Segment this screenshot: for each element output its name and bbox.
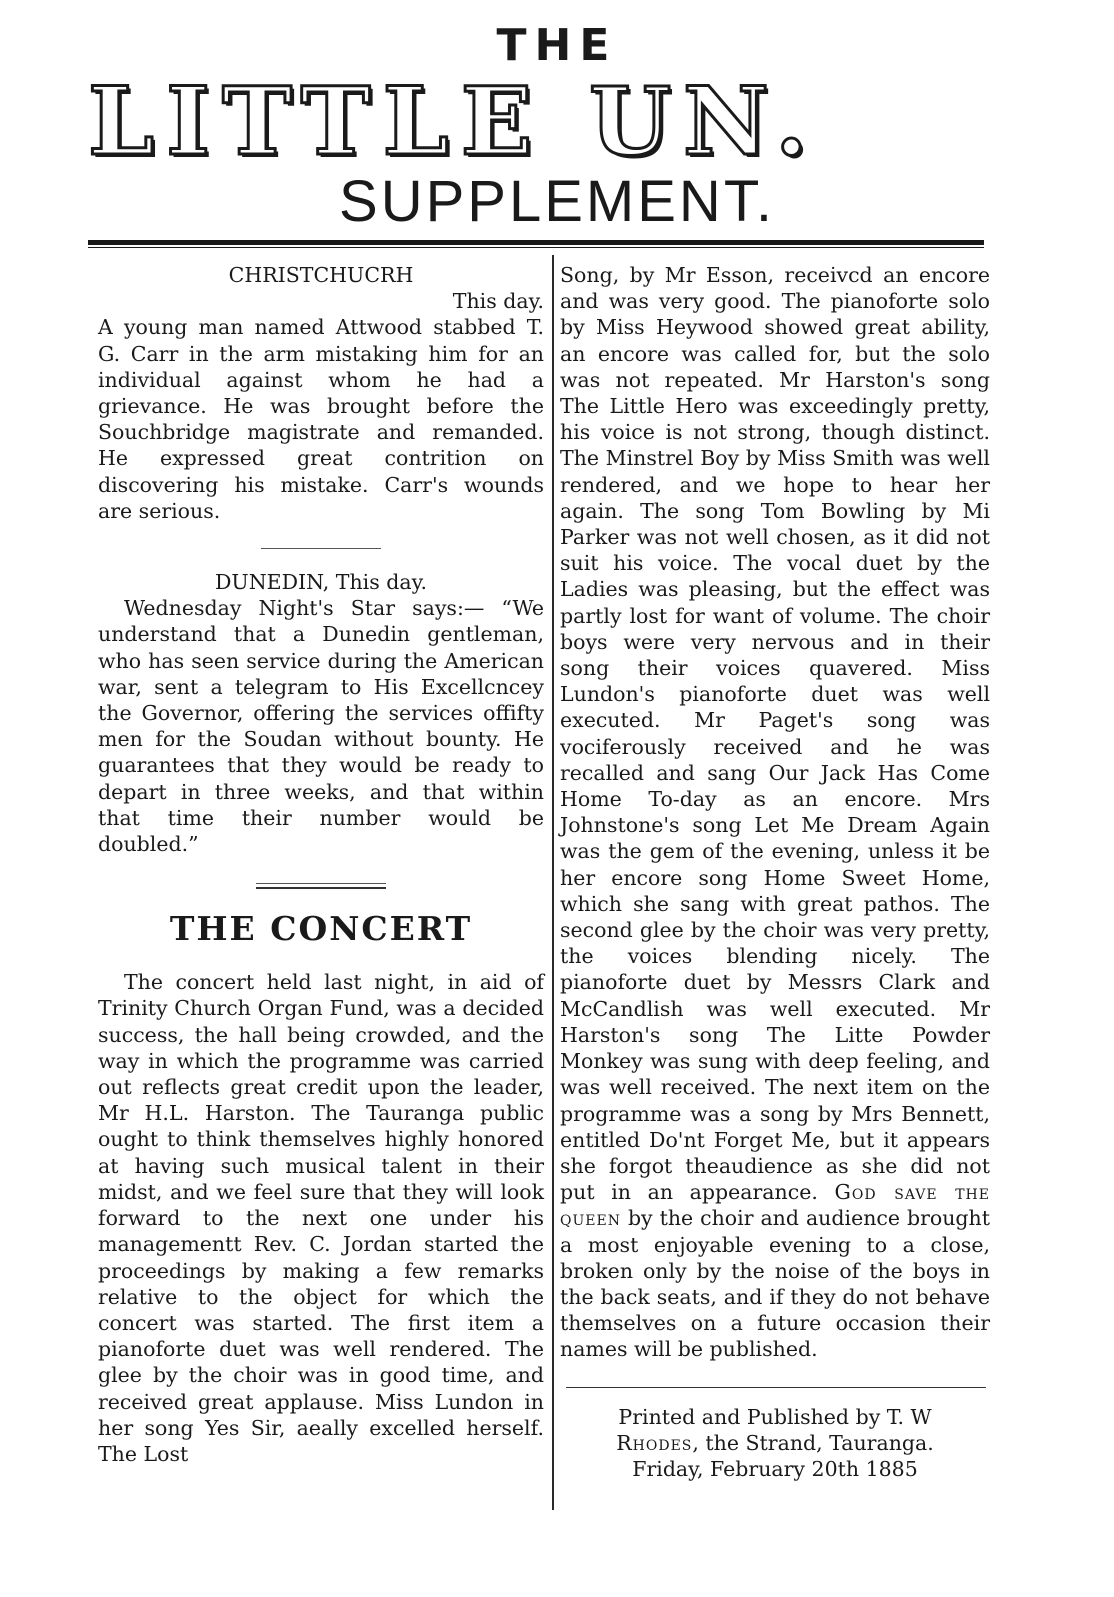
christchurch-day: This day. xyxy=(452,289,544,314)
imprint-line2 xyxy=(560,1430,990,1456)
left-column xyxy=(98,262,544,1467)
christchurch-article xyxy=(98,262,544,524)
concert-body-right xyxy=(560,262,990,1363)
dunedin-dateline: DUNEDIN, This day. xyxy=(215,570,427,595)
god-save-the-queen: God save the queen xyxy=(560,1180,990,1231)
masthead-rule-thin xyxy=(88,247,984,248)
christchurch-body: A young man named Attwood stabbed T. G. Carr in the arm mistaking him for an individual against whom he had a grievance. He was brought before the Souchbridge magistrate and remanded. He expressed great contrition on discovering his mistake. Carr's wounds are serious. xyxy=(98,315,544,523)
concert-body-right-b: by the choir and audience brought a most enjoyable evening to a close, broken only by the noise of the boys in the back seats, and if they do not behave themselves on a future occasion their names will be published. xyxy=(560,1206,990,1362)
concert-body-right-a: Song, by Mr Esson, receivcd an encore and was very good. The pianoforte solo by Miss Heywood showed great ability, an encore was called for, but the solo was not repeated. Mr Harston's song The Little Hero was exceedingly pretty, his voice is not strong, though distinct. The Minstrel Boy by Miss Smith was well rendered, and we hope to hear her again. The song Tom Bowling by Mi Parker was not well chosen, as it did not suit his voice. The vocal duet by the Ladies was pleasing, but the effect was partly lost for want of volume. The choir boys were very nervous and in their song their voices quavered. Miss Lundon's pianoforte duet was well executed. Mr Paget's song was vociferously received and he was recalled and sang Our Jack Has Come Home To-day as an encore. Mrs Johnstone's song Let Me Dream Again was the gem of the evening, unless it be her encore song Home Sweet Home, which she sang with great pathos. The second glee by the choir was very pretty, the voices blending nicely. The pianoforte duet by Messrs Clark and McCandlish was well executed. Mr Harston's song The Litte Powder Monkey was sung with deep feeling, and was well received. The next item on the programme was a song by Mrs Bennett, entitled Do'nt Forget Me, but it appears she forgot theaudience as she did not put in an appearance. xyxy=(560,263,990,1205)
masthead-rule-thick xyxy=(88,240,984,245)
footer-rule xyxy=(566,1387,986,1388)
masthead-title: LITTLE UN. xyxy=(88,67,820,177)
imprint xyxy=(560,1404,990,1483)
dunedin-article xyxy=(98,569,544,857)
concert-article xyxy=(98,909,544,1467)
right-column xyxy=(560,262,990,1482)
article-divider xyxy=(261,548,381,549)
imprint-line1: Printed and Published by T. W xyxy=(618,1404,932,1429)
imprint-address: , the Strand, Tauranga. xyxy=(692,1430,934,1455)
concert-heading: THE CONCERT xyxy=(169,909,473,949)
imprint-date: Friday, February 20th 1885 xyxy=(632,1456,918,1481)
dunedin-body: Wednesday Night's Star says:— “We understand that a Dunedin gentleman, who has seen service during the American war, sent a telegram to His Excellcncey the Governor, offering the services offifty men for the Soudan without bounty. He guarantees that they would be ready to depart in three weeks, and that within that time their number would be doubled.” xyxy=(98,596,544,857)
christchurch-dateline: CHRISTCHUCRH xyxy=(228,263,414,287)
concert-body-left: The concert held last night, in aid of Trinity Church Organ Fund, was a decided success, the hall being crowded, and the way in which the programme was carried out reflects great credit upon the leader, Mr H.L. Harston. The Tauranga public ought to think themselves highly honored at having such musical talent in their midst, and we feel sure that they will look forward to the next one under his managementt Rev. C. Jordan started the proceedings by making a few remarks relative to the object for which the concert was started. The first item a pianoforte duet was well rendered. The glee by the choir was in good time, and received great applause. Miss Lundon in her song Yes Sir, aeally excelled herself. The Lost xyxy=(98,970,544,1466)
column-divider xyxy=(552,255,554,1510)
section-divider xyxy=(256,883,386,889)
masthead-the: THE xyxy=(496,20,618,71)
masthead-supplement: SUPPLEMENT. xyxy=(339,169,775,234)
imprint-rhodes: Rhodes xyxy=(616,1430,693,1455)
